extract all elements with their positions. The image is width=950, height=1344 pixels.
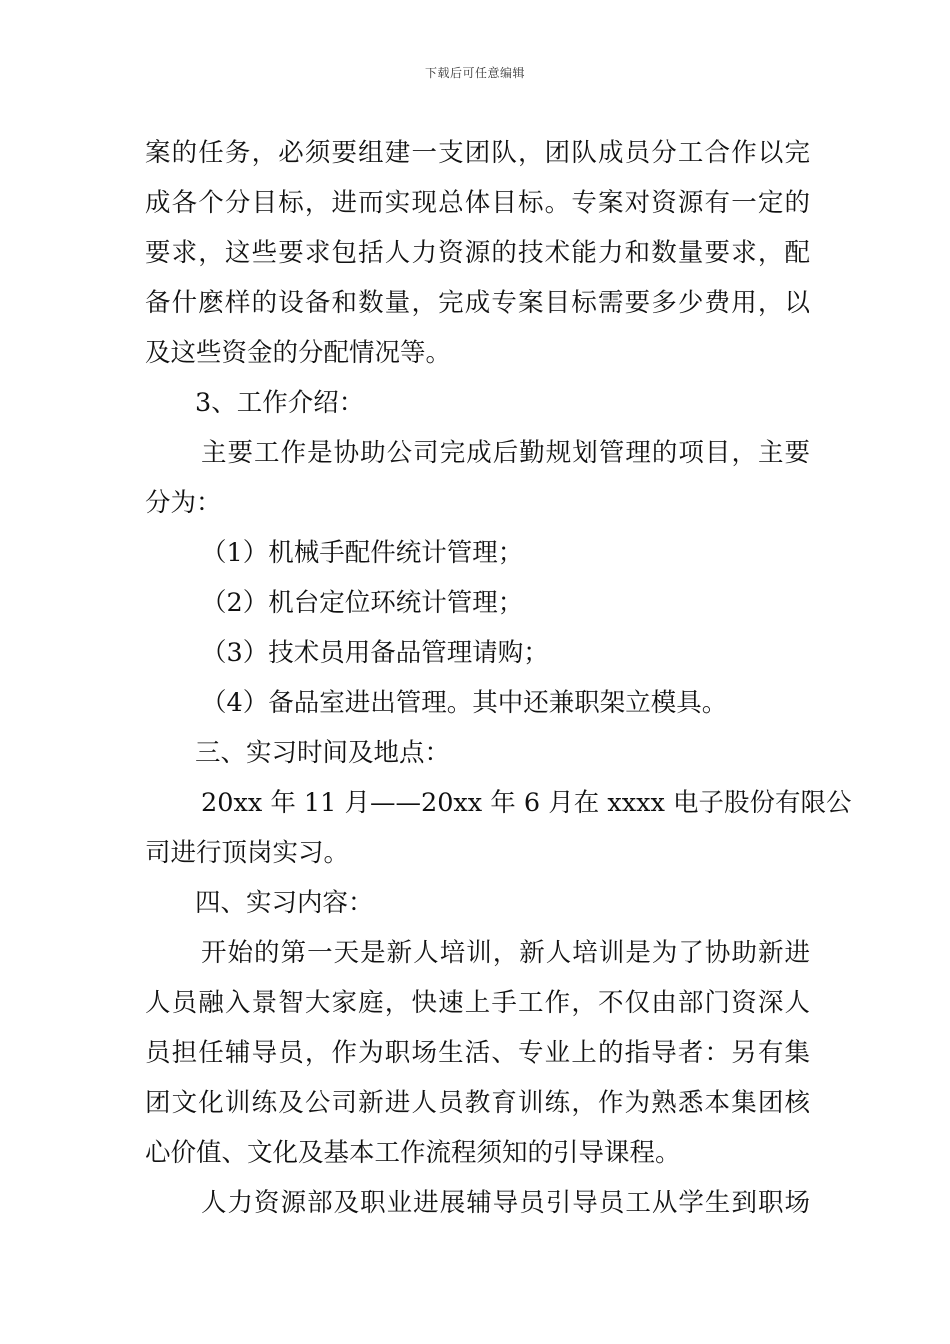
text-line: 心价值、文化及基本工作流程须知的引导课程。 bbox=[145, 1138, 681, 1168]
text-line: 分为： bbox=[145, 488, 222, 518]
text-line: 3、工作介绍： bbox=[195, 388, 365, 418]
text-line: 团文化训练及公司新进人员教育训练，作为熟悉本集团核 bbox=[145, 1088, 810, 1118]
text-line: 备什麽样的设备和数量，完成专案目标需要多少费用，以 bbox=[145, 288, 810, 318]
text-line: （1）机械手配件统计管理； bbox=[201, 538, 524, 568]
document-body bbox=[145, 128, 852, 1228]
text-line: （2）机台定位环统计管理； bbox=[201, 588, 524, 618]
text-line: 员担任辅导员，作为职场生活、专业上的指导者：另有集 bbox=[145, 1038, 810, 1068]
text-line: 人员融入景智大家庭，快速上手工作，不仅由部门资深人 bbox=[145, 988, 810, 1018]
text-line: 司进行顶岗实习。 bbox=[145, 838, 350, 868]
text-line: 四、实习内容： bbox=[195, 888, 374, 918]
text-line: （4）备品室进出管理。其中还兼职架立模具。 bbox=[201, 688, 728, 718]
text-line: 开始的第一天是新人培训，新人培训是为了协助新进 bbox=[201, 938, 810, 968]
text-line: 要求，这些要求包括人力资源的技术能力和数量要求，配 bbox=[145, 238, 810, 268]
text-line: 20xx 年 11 月——20xx 年 6 月在 xxxx 电子股份有限公 bbox=[201, 788, 852, 818]
text-line: 人力资源部及职业进展辅导员引导员工从学生到职场 bbox=[201, 1188, 810, 1218]
page-header: 下载后可任意编辑 bbox=[424, 66, 525, 80]
text-line: 成各个分目标，进而实现总体目标。专案对资源有一定的 bbox=[145, 188, 810, 218]
text-line: 案的任务，必须要组建一支团队，团队成员分工合作以完 bbox=[145, 138, 810, 168]
text-line: 及这些资金的分配情况等。 bbox=[145, 338, 452, 368]
text-line: 三、实习时间及地点： bbox=[195, 738, 451, 768]
text-line: （3）技术员用备品管理请购； bbox=[201, 638, 549, 668]
text-line: 主要工作是协助公司完成后勤规划管理的项目，主要 bbox=[201, 438, 810, 468]
